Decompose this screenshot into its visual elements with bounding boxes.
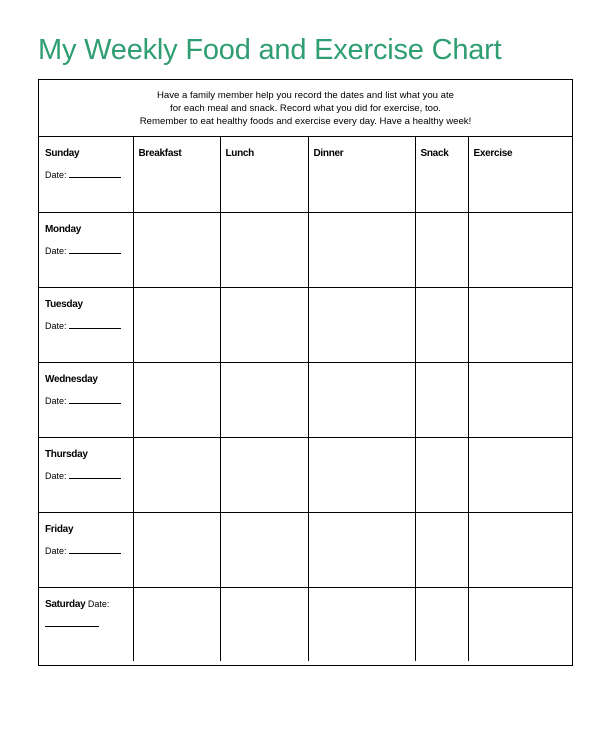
day-cell-wednesday[interactable] bbox=[39, 362, 133, 437]
date-label: Date: bbox=[45, 395, 67, 406]
day-label: Friday bbox=[45, 523, 74, 535]
day-cell-saturday[interactable] bbox=[39, 587, 133, 661]
entry-cell[interactable] bbox=[468, 512, 572, 587]
cell-exercise-header[interactable] bbox=[468, 137, 572, 212]
table-row bbox=[39, 437, 572, 512]
chart-grid bbox=[39, 137, 572, 661]
entry-cell[interactable] bbox=[308, 437, 415, 512]
table-row bbox=[39, 287, 572, 362]
day-label: Tuesday bbox=[45, 298, 83, 310]
date-label: Date: bbox=[45, 470, 67, 481]
date-field[interactable] bbox=[45, 170, 133, 180]
entry-cell[interactable] bbox=[220, 587, 308, 661]
column-header-dinner: Dinner bbox=[313, 148, 344, 159]
entry-cell[interactable] bbox=[133, 212, 220, 287]
date-label: Date: bbox=[87, 598, 110, 609]
column-header-exercise: Exercise bbox=[473, 148, 513, 159]
date-label: Date: bbox=[45, 245, 67, 256]
entry-cell[interactable] bbox=[220, 287, 308, 362]
entry-cell[interactable] bbox=[415, 287, 468, 362]
entry-cell[interactable] bbox=[133, 362, 220, 437]
entry-cell[interactable] bbox=[468, 362, 572, 437]
table-row bbox=[39, 362, 572, 437]
day-label-saturday bbox=[45, 599, 133, 610]
entry-cell[interactable] bbox=[468, 437, 572, 512]
table-row bbox=[39, 212, 572, 287]
date-field[interactable] bbox=[45, 321, 133, 331]
entry-cell[interactable] bbox=[133, 437, 220, 512]
day-cell-sunday[interactable] bbox=[39, 137, 133, 212]
entry-cell[interactable] bbox=[468, 587, 572, 661]
entry-cell[interactable] bbox=[415, 437, 468, 512]
day-label: Wednesday bbox=[45, 373, 98, 385]
instructions-line-1: Have a family member help you record the dates and list what you ate bbox=[156, 90, 455, 101]
entry-cell[interactable] bbox=[220, 437, 308, 512]
date-field[interactable] bbox=[45, 626, 99, 627]
entry-cell[interactable] bbox=[308, 362, 415, 437]
day-label: Monday bbox=[45, 223, 81, 235]
entry-cell[interactable] bbox=[220, 362, 308, 437]
instructions bbox=[39, 80, 572, 137]
entry-cell[interactable] bbox=[468, 287, 572, 362]
entry-cell[interactable] bbox=[220, 512, 308, 587]
day-label: Saturday bbox=[45, 598, 86, 610]
day-cell-monday[interactable] bbox=[39, 212, 133, 287]
entry-cell[interactable] bbox=[415, 587, 468, 661]
entry-cell[interactable] bbox=[308, 287, 415, 362]
entry-cell[interactable] bbox=[133, 587, 220, 661]
table-row bbox=[39, 137, 572, 212]
food-exercise-chart bbox=[38, 79, 573, 666]
date-field[interactable] bbox=[45, 246, 133, 256]
day-cell-friday[interactable] bbox=[39, 512, 133, 587]
entry-cell[interactable] bbox=[220, 212, 308, 287]
entry-cell[interactable] bbox=[308, 587, 415, 661]
entry-cell[interactable] bbox=[133, 512, 220, 587]
column-header-breakfast: Breakfast bbox=[138, 148, 182, 159]
entry-cell[interactable] bbox=[468, 212, 572, 287]
day-label: Sunday bbox=[45, 148, 80, 159]
date-field[interactable] bbox=[45, 546, 133, 556]
cell-breakfast-header[interactable] bbox=[133, 137, 220, 212]
table-row bbox=[39, 512, 572, 587]
date-label: Date: bbox=[45, 545, 67, 556]
cell-dinner-header[interactable] bbox=[308, 137, 415, 212]
column-header-lunch: Lunch bbox=[225, 148, 254, 159]
cell-lunch-header[interactable] bbox=[220, 137, 308, 212]
cell-snack-header[interactable] bbox=[415, 137, 468, 212]
entry-cell[interactable] bbox=[133, 287, 220, 362]
date-label: Date: bbox=[45, 170, 67, 180]
day-label: Thursday bbox=[45, 448, 88, 460]
table-row bbox=[39, 587, 572, 661]
date-field[interactable] bbox=[45, 471, 133, 481]
entry-cell[interactable] bbox=[415, 512, 468, 587]
instructions-line-3: Remember to eat healthy foods and exercise every day. Have a healthy week! bbox=[139, 116, 472, 127]
instructions-line-2: for each meal and snack. Record what you did for exercise, too. bbox=[170, 103, 441, 114]
entry-cell[interactable] bbox=[415, 362, 468, 437]
entry-cell[interactable] bbox=[415, 212, 468, 287]
day-cell-thursday[interactable] bbox=[39, 437, 133, 512]
page-title: My Weekly Food and Exercise Chart bbox=[38, 34, 502, 66]
column-header-snack: Snack bbox=[420, 148, 449, 159]
date-label: Date: bbox=[45, 320, 67, 331]
date-field[interactable] bbox=[45, 396, 133, 406]
entry-cell[interactable] bbox=[308, 212, 415, 287]
day-cell-tuesday[interactable] bbox=[39, 287, 133, 362]
entry-cell[interactable] bbox=[308, 512, 415, 587]
